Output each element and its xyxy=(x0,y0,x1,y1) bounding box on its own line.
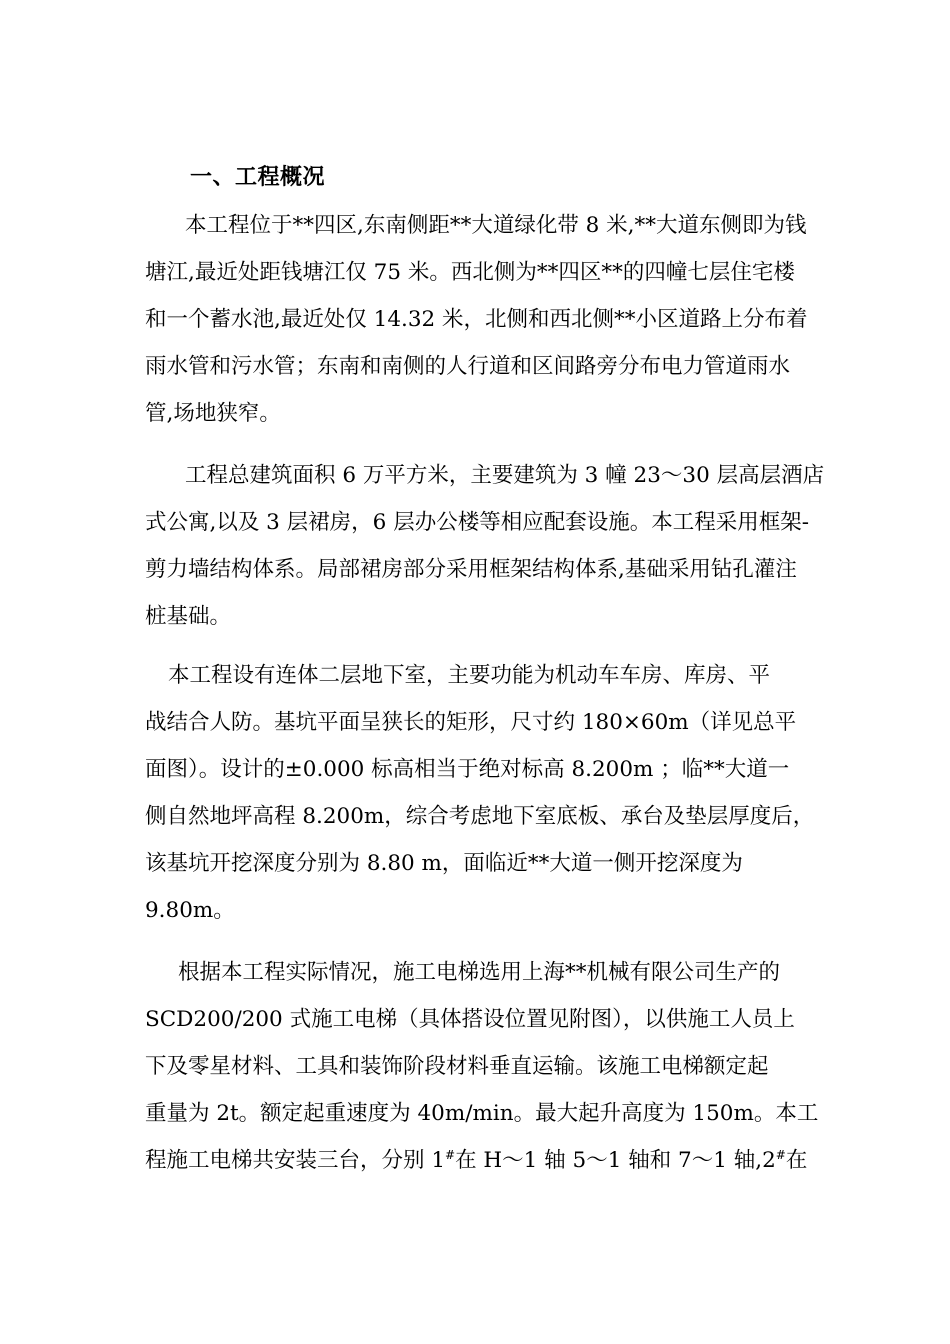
para4-line-4: 重量为 2t。额定起重速度为 40m/min。最大起升高度为 150m。本工 xyxy=(145,1101,819,1126)
superscript-mark-2: # xyxy=(775,1148,786,1162)
para1-line-3: 和一个蓄水池,最近处仅 14.32 米，北侧和西北侧**小区道路上分布着 xyxy=(145,307,808,332)
para3-line-5: 该基坑开挖深度分别为 8.80 m，面临近**大道一侧开挖深度为 xyxy=(145,851,743,876)
para1-line-1: 本工程位于**四区,东南侧距**大道绿化带 8 米,**大道东侧即为钱 xyxy=(185,213,807,238)
para2-line-3: 剪力墙结构体系。局部裙房部分采用框架结构体系,基础采用钻孔灌注 xyxy=(145,557,797,582)
para3-line-6: 9.80m。 xyxy=(145,898,235,923)
para1-line-4: 雨水管和污水管；东南和南侧的人行道和区间路旁分布电力管道雨水 xyxy=(145,354,791,379)
para4-line-1: 根据本工程实际情况，施工电梯选用上海**机械有限公司生产的 xyxy=(178,960,781,985)
para4-line-5-part-c: 在 xyxy=(785,1148,808,1173)
section-heading: 一、工程概况 xyxy=(190,165,326,190)
para4-line-3: 下及零星材料、工具和装饰阶段材料垂直运输。该施工电梯额定起 xyxy=(145,1054,769,1079)
para3-line-4: 侧自然地坪高程 8.200m，综合考虑地下室底板、承台及垫层厚度后， xyxy=(145,804,815,829)
para4-line-5-part-b: 在 H～1 轴 5～1 轴和 7～1 轴,2 xyxy=(455,1148,776,1173)
para2-line-4: 桩基础。 xyxy=(145,604,232,629)
para2-line-1: 工程总建筑面积 6 万平方米，主要建筑为 3 幢 23～30 层高层酒店 xyxy=(185,463,825,488)
para1-line-2: 塘江,最近处距钱塘江仅 75 米。西北侧为**四区**的四幢七层住宅楼 xyxy=(145,260,795,285)
para3-line-2: 战结合人防。基坑平面呈狭长的矩形，尺寸约 180×60m（详见总平 xyxy=(145,710,797,735)
superscript-mark-1: # xyxy=(445,1148,456,1162)
para4-line-5-part-a: 程施工电梯共安装三台，分别 1 xyxy=(145,1148,446,1173)
para3-line-3: 面图）。设计的±0.000 标高相当于绝对标高 8.200m ；临**大道一 xyxy=(145,757,790,782)
para4-line-2: SCD200/200 式施工电梯（具体搭设位置见附图），以供施工人员上 xyxy=(145,1007,795,1032)
para3-line-1: 本工程设有连体二层地下室，主要功能为机动车车房、库房、平 xyxy=(168,663,771,688)
para4-line-5 xyxy=(145,1143,807,1179)
para1-line-5: 管,场地狭窄。 xyxy=(145,401,281,426)
para2-line-2: 式公寓,以及 3 层裙房，6 层办公楼等相应配套设施。本工程采用框架- xyxy=(145,510,809,535)
